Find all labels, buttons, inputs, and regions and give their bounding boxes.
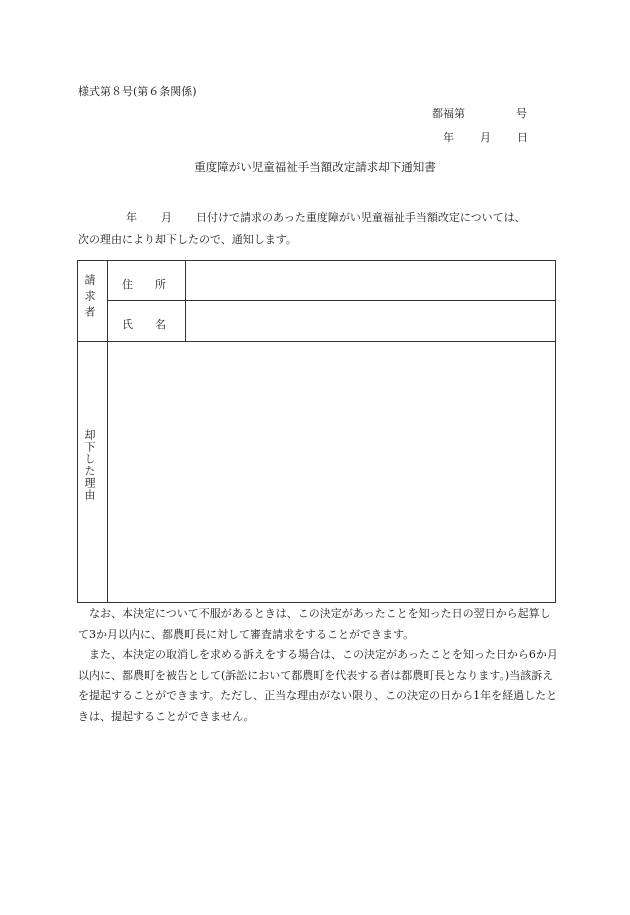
issue-date-line [443,132,528,143]
claimant-table [77,260,556,603]
claimant-label: 請求者 [83,274,96,322]
intro-month: 月 [161,211,172,224]
intro-year: 年 [126,211,137,224]
appeal-note-2: また、本決定の取消しを求める訴えをする場合は、この決定があったことを知った日から6か月以内に、都農町を被告として(訴訟において都農町を代表する者は都農町長となります。)当該訴えを提起することができます。ただし、正当な理由がない限り、この決定の日から1年を経過したときは、提起することができません。 [78,648,558,723]
appeal-notes [78,604,558,727]
rejection-reason-field[interactable] [108,342,555,602]
appeal-note-1: なお、本決定について不服があるときは、この決定があったことを知った日の翌日から起算して3か月以内に、都農町長に対して審査請求をすることができます。 [78,607,551,641]
name-label: 氏 名 [122,318,166,331]
intro-text [78,207,558,251]
address-label: 住 所 [122,278,166,291]
date-day: 日 [517,131,528,144]
address-field[interactable] [186,261,555,299]
date-year: 年 [443,131,454,144]
doc-number-prefix: 都福第 [432,107,465,120]
form-number: 様式第８号(第６条関係) [78,85,197,98]
date-month: 月 [480,131,491,144]
document-number-line [432,108,527,119]
document-title: 重度障がい児童福祉手当額改定請求却下通知書 [194,160,436,174]
intro-line-1 [78,207,558,229]
intro-line-2: 次の理由により却下したので、通知します。 [78,233,297,246]
intro-line-1-rest: 日付けで請求のあった重度障がい児童福祉手当額改定については、 [196,211,526,224]
name-field[interactable] [186,301,555,339]
rejection-reason-label: 却下した理由 [83,429,96,501]
doc-number-suffix: 号 [516,107,527,120]
